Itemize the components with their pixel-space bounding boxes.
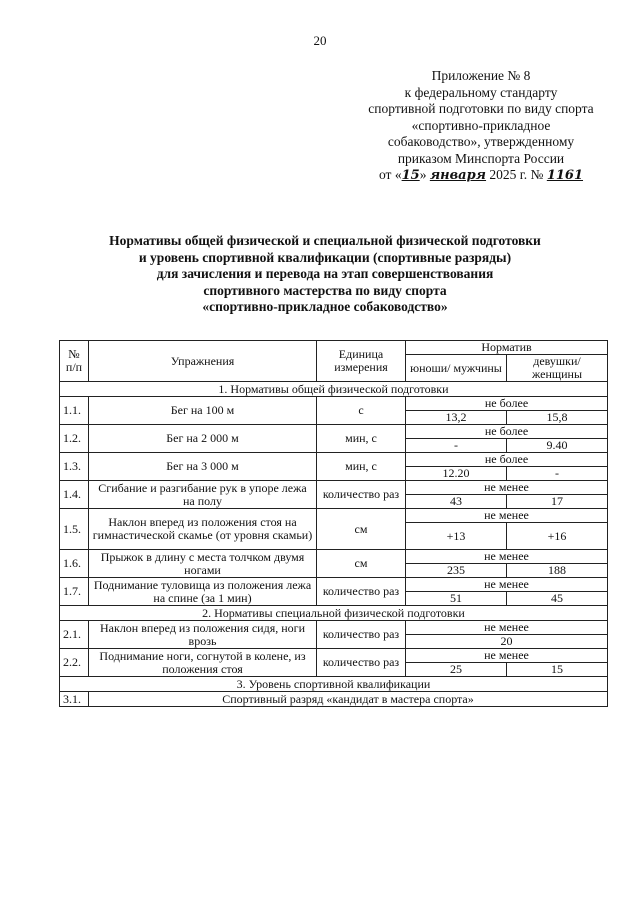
table-row bbox=[60, 621, 608, 635]
order-number: 1161 bbox=[546, 168, 584, 183]
row-num: 2.2. bbox=[60, 649, 89, 677]
row-condition: не менее bbox=[406, 578, 608, 592]
appendix-line: собаководство», утвержденному bbox=[387, 134, 575, 149]
header-boys: юноши/ мужчины bbox=[406, 355, 507, 382]
table-row bbox=[60, 550, 608, 564]
row-girls: 188 bbox=[507, 564, 608, 578]
appendix-line: приказом Минспорта России bbox=[397, 150, 565, 166]
heading-line: для зачисления и перевода на этап совершенствования bbox=[156, 266, 494, 281]
order-mid: » bbox=[419, 167, 427, 182]
row-num: 1.1. bbox=[60, 397, 89, 425]
row-condition: не более bbox=[406, 397, 608, 411]
page-number: 20 bbox=[313, 33, 327, 48]
norms-table bbox=[59, 340, 608, 707]
row-both: 20 bbox=[406, 635, 608, 649]
row-exercise: Бег на 2 000 м bbox=[89, 425, 317, 453]
row-boys: 43 bbox=[406, 495, 507, 509]
row-unit: количество раз bbox=[317, 621, 406, 649]
row-condition: не более bbox=[406, 425, 608, 439]
row-exercise: Сгибание и разгибание рук в упоре лежа на полу bbox=[89, 481, 317, 509]
order-year: 2025 г. № bbox=[489, 167, 544, 182]
row-num: 2.1. bbox=[60, 621, 89, 649]
order-line bbox=[340, 167, 622, 185]
table-row bbox=[60, 649, 608, 663]
order-day: 15 bbox=[401, 168, 420, 183]
row-boys: - bbox=[406, 439, 507, 453]
section-title: 2. Нормативы специальной физической подготовки bbox=[60, 606, 608, 621]
row-exercise: Наклон вперед из положения сидя, ноги врозь bbox=[89, 621, 317, 649]
row-boys: 12.20 bbox=[406, 467, 507, 481]
table-row bbox=[60, 692, 608, 707]
header-girls: девушки/ женщины bbox=[507, 355, 608, 382]
row-exercise: Наклон вперед из положения стоя на гимнастической скамье (от уровня скамьи) bbox=[89, 509, 317, 550]
row-num: 1.5. bbox=[60, 509, 89, 550]
heading-line: Нормативы общей физической и специальной физической подготовки bbox=[109, 233, 541, 248]
row-num: 1.4. bbox=[60, 481, 89, 509]
order-prefix: от « bbox=[378, 167, 402, 182]
row-girls: 45 bbox=[507, 592, 608, 606]
row-exercise: Бег на 3 000 м bbox=[89, 453, 317, 481]
table-row bbox=[60, 453, 608, 467]
header-exercise: Упражнения bbox=[89, 341, 317, 382]
row-condition: не менее bbox=[406, 509, 608, 523]
heading-line: и уровень спортивной квалификации (спортивные разряды) bbox=[138, 249, 512, 265]
appendix-line: к федеральному стандарту bbox=[404, 84, 558, 100]
document-heading bbox=[40, 233, 610, 316]
row-num: 3.1. bbox=[60, 692, 89, 707]
row-exercise: Поднимание ноги, согнутой в колене, из положения стоя bbox=[89, 649, 317, 677]
row-num: 1.7. bbox=[60, 578, 89, 606]
header-num: № п/п bbox=[60, 341, 89, 382]
row-girls: - bbox=[507, 467, 608, 481]
table-row bbox=[60, 509, 608, 523]
row-boys: 51 bbox=[406, 592, 507, 606]
row-condition: не более bbox=[406, 453, 608, 467]
row-unit: см bbox=[317, 509, 406, 550]
row-boys: 25 bbox=[406, 663, 507, 677]
row-num: 1.3. bbox=[60, 453, 89, 481]
row-unit: мин, с bbox=[317, 453, 406, 481]
row-condition: не менее bbox=[406, 481, 608, 495]
row-girls: +16 bbox=[507, 523, 608, 550]
row-unit: см bbox=[317, 550, 406, 578]
row-exercise: Поднимание туловища из положения лежа на спине (за 1 мин) bbox=[89, 578, 317, 606]
row-unit: мин, с bbox=[317, 425, 406, 453]
row-num: 1.2. bbox=[60, 425, 89, 453]
row-unit: количество раз bbox=[317, 481, 406, 509]
row-girls: 17 bbox=[507, 495, 608, 509]
row-unit: с bbox=[317, 397, 406, 425]
row-condition: не менее bbox=[406, 621, 608, 635]
table-row bbox=[60, 481, 608, 495]
table-row bbox=[60, 397, 608, 411]
row-boys: 235 bbox=[406, 564, 507, 578]
appendix-line: «спортивно-прикладное bbox=[411, 117, 551, 133]
heading-line: «спортивно-прикладное собаководство» bbox=[202, 299, 448, 314]
row-num: 1.6. bbox=[60, 550, 89, 578]
section-title: 1. Нормативы общей физической подготовки bbox=[60, 382, 608, 397]
row-unit: количество раз bbox=[317, 649, 406, 677]
row-girls: 15 bbox=[507, 663, 608, 677]
row-exercise: Прыжок в длину с места толчком двумя ногами bbox=[89, 550, 317, 578]
row-condition: не менее bbox=[406, 649, 608, 663]
section-title: 3. Уровень спортивной квалификации bbox=[60, 677, 608, 692]
row-exercise: Бег на 100 м bbox=[89, 397, 317, 425]
appendix-line: спортивной подготовки по виду спорта bbox=[368, 101, 594, 116]
table-row bbox=[60, 425, 608, 439]
row-unit: количество раз bbox=[317, 578, 406, 606]
header-norm: Норматив bbox=[406, 341, 608, 355]
row-boys: +13 bbox=[406, 523, 507, 550]
row-girls: 9.40 bbox=[507, 439, 608, 453]
row-girls: 15,8 bbox=[507, 411, 608, 425]
appendix-line: Приложение № 8 bbox=[431, 68, 531, 83]
row-boys: 13,2 bbox=[406, 411, 507, 425]
row-condition: не менее bbox=[406, 550, 608, 564]
row-exercise: Спортивный разряд «кандидат в мастера спорта» bbox=[89, 692, 608, 707]
heading-line: спортивного мастерства по виду спорта bbox=[203, 282, 447, 298]
table-row bbox=[60, 578, 608, 592]
order-month: января bbox=[429, 168, 487, 183]
header-unit: Единица измерения bbox=[317, 341, 406, 382]
appendix-block bbox=[340, 68, 622, 185]
